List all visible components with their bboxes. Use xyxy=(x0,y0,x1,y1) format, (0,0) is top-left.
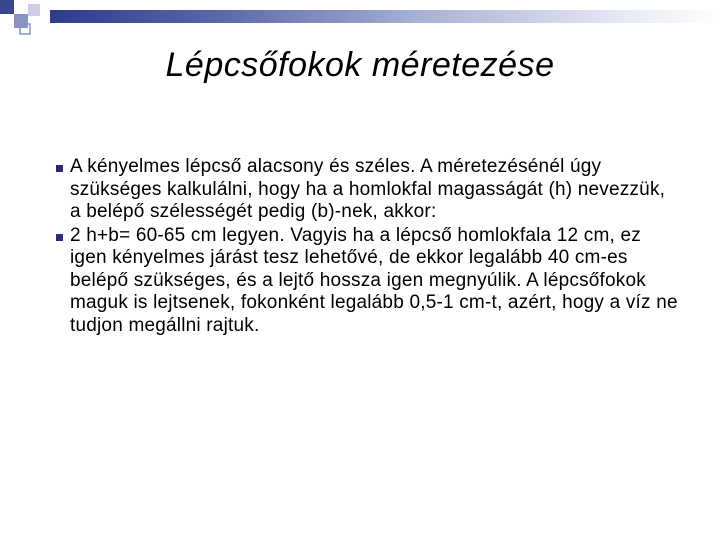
slide-content xyxy=(50,156,680,338)
slide-title: Lépcsőfokok méretezése xyxy=(165,46,555,84)
square-bullet-icon xyxy=(56,234,63,241)
deco-square-mid xyxy=(14,14,28,28)
bullet-item xyxy=(50,225,680,338)
header-gradient-bar xyxy=(50,10,720,23)
deco-square-light xyxy=(28,4,40,16)
bullet-text: A kényelmes lépcső alacsony és széles. A méretezésénél úgy szükséges kalkulálni, hogy ha a homlokfal magasságát (h) nevezzük, a belépő szélességét pedig (b)-nek, akkor: xyxy=(70,156,666,222)
deco-square-dark xyxy=(0,0,14,14)
bullet-text: 2 h+b= 60-65 cm legyen. Vagyis ha a lépcső homlokfala 12 cm, ez igen kényelmes járást tesz lehetővé, de ekkor legalább 40 cm-es belépő szükséges, és a lejtő hossza igen megnyúlik. A lépcsőfokok maguk is lejtsenek, fokonként legalább 0,5-1 cm-t, azért, hogy a víz ne tudjon megállni rajtuk. xyxy=(70,224,678,336)
bullet-item xyxy=(50,156,680,224)
square-bullet-icon xyxy=(56,165,63,172)
